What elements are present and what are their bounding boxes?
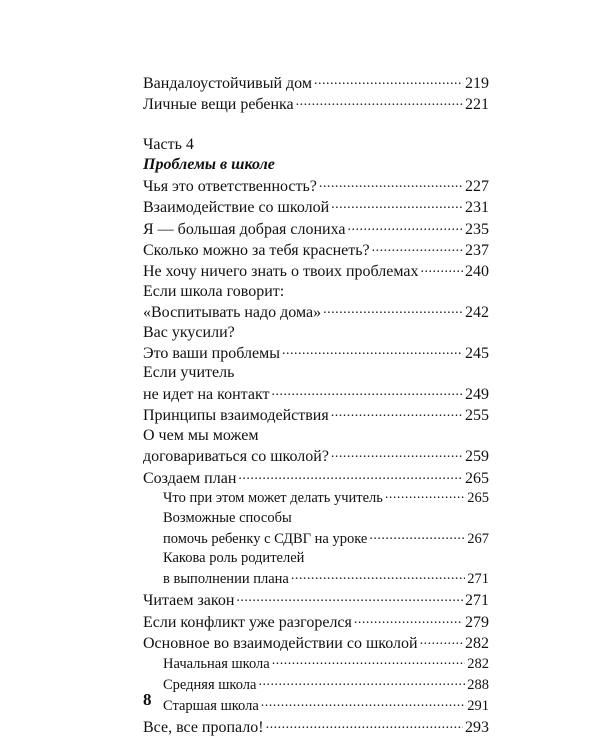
toc-entry-title: Все, все пропало! (143, 719, 264, 737)
toc-entry-title: Старшая школа (163, 697, 259, 714)
toc-entry-title: Что при этом может делать учитель (163, 490, 383, 507)
toc-entry (143, 239, 489, 260)
toc-entry-title: помочь ребенку с СДВГ на уроке (163, 530, 368, 547)
toc-entry (143, 301, 489, 322)
toc-entry-page: 255 (465, 407, 489, 425)
toc-entry (143, 589, 489, 610)
toc-entry-page: 231 (465, 199, 489, 217)
toc-entry (143, 72, 489, 93)
toc-entry-title: Личные вещи ребенка (143, 96, 294, 114)
toc-entry-title: Вандалоустойчивый дом (143, 75, 312, 92)
dot-leader (331, 445, 463, 461)
toc-entry-page: 235 (465, 220, 489, 238)
dot-leader (291, 569, 465, 584)
toc-part-entries (143, 175, 489, 738)
table-of-contents (143, 72, 489, 738)
toc-entry-title: Принципы взаимодействия (143, 407, 329, 425)
toc-entry-page: 237 (465, 242, 489, 260)
toc-entry-title: Средняя школа (163, 677, 257, 694)
dot-leader (272, 383, 464, 399)
toc-entry-title: «Воспитывать надо дома» (143, 304, 322, 322)
toc-entry-page: 293 (465, 719, 489, 737)
toc-entry-title: Я — большая добрая слониха (143, 220, 346, 238)
toc-entry (143, 260, 489, 281)
toc-entry-page: 271 (467, 571, 489, 588)
toc-entry-title: в выполнении плана (163, 571, 289, 588)
toc-entry-title: Читаем закон (143, 592, 235, 610)
toc-entry-page: 282 (465, 635, 489, 653)
dot-leader (238, 467, 463, 483)
toc-entry-title: не идет на контакт (143, 385, 270, 403)
toc-entry-title: Это ваши проблемы (143, 345, 280, 363)
toc-entry-title: Начальная школа (163, 656, 270, 673)
toc-top-entries (143, 72, 489, 115)
toc-entry (143, 675, 489, 696)
toc-entry-page: 259 (465, 448, 489, 466)
toc-entry-title: Не хочу ничего знать о твоих проблемах (143, 263, 419, 281)
toc-entry-line: О чем мы можем (143, 426, 259, 444)
toc-entry-page: 271 (465, 592, 489, 610)
dot-leader (420, 632, 463, 648)
toc-entry-title: Сколько можно за тебя краснеть? (143, 242, 370, 260)
dot-leader (282, 342, 463, 358)
toc-entry (143, 196, 489, 217)
toc-entry (143, 467, 489, 488)
toc-entry-page: 219 (465, 75, 489, 92)
dot-leader (272, 654, 466, 669)
dot-leader (323, 301, 463, 317)
part-label: Часть 4 (143, 135, 194, 153)
toc-entry-title: Чья это ответственность? (143, 177, 317, 195)
toc-entry (143, 445, 489, 466)
toc-entry (143, 175, 489, 196)
dot-leader (319, 175, 463, 191)
toc-entry-line: Возможные способы (163, 509, 292, 526)
toc-entry (143, 654, 489, 675)
toc-entry-page: 282 (467, 656, 489, 673)
toc-entry (143, 632, 489, 653)
toc-entry (143, 716, 489, 737)
toc-entry-line: Если учитель (143, 364, 235, 382)
toc-entry-title: Если конфликт уже разгорелся (143, 613, 352, 631)
dot-leader (296, 93, 463, 109)
toc-entry-page: 240 (465, 263, 489, 281)
dot-leader (314, 72, 463, 88)
toc-entry-page: 221 (465, 96, 489, 114)
toc-entry (143, 611, 489, 632)
toc-entry (143, 695, 489, 716)
dot-leader (236, 589, 463, 605)
toc-entry-page: 291 (467, 697, 489, 714)
dot-leader (258, 675, 465, 690)
toc-entry (143, 404, 489, 425)
toc-entry-page: 245 (465, 345, 489, 363)
toc-entry (143, 488, 489, 509)
toc-entry (143, 569, 489, 590)
toc-entry-line: Если школа говорит: (143, 282, 285, 300)
toc-entry-page: 242 (465, 304, 489, 322)
toc-entry-title: договариваться со школой? (143, 448, 329, 466)
dot-leader (354, 611, 463, 627)
toc-entry-line: Какова роль родителей (163, 550, 305, 567)
toc-entry-title: Основное во взаимодействии со школой (143, 635, 418, 653)
dot-leader (385, 488, 465, 503)
toc-entry-page: 267 (467, 530, 489, 547)
toc-entry-title: Создаем план (143, 469, 237, 487)
toc-entry-page: 265 (465, 469, 489, 487)
dot-leader (266, 716, 463, 732)
toc-entry-title: Взаимодействие со школой (143, 199, 330, 217)
toc-entry-line: Вас укусили? (143, 323, 235, 341)
toc-entry-page: 227 (465, 177, 489, 195)
dot-leader (420, 260, 463, 276)
toc-entry (143, 528, 489, 549)
toc-entry-page: 249 (465, 385, 489, 403)
part-title: Проблемы в школе (143, 155, 275, 173)
dot-leader (369, 528, 465, 543)
toc-entry-page: 279 (465, 613, 489, 631)
toc-entry-page: 288 (467, 677, 489, 694)
toc-entry-page: 265 (467, 490, 489, 507)
dot-leader (331, 404, 463, 420)
toc-entry (143, 342, 489, 363)
toc-entry (143, 218, 489, 239)
page-number: 8 (143, 690, 152, 709)
dot-leader (372, 239, 463, 255)
toc-entry (143, 93, 489, 114)
toc-entry (143, 383, 489, 404)
dot-leader (261, 695, 465, 710)
dot-leader (331, 196, 463, 212)
dot-leader (348, 218, 463, 234)
